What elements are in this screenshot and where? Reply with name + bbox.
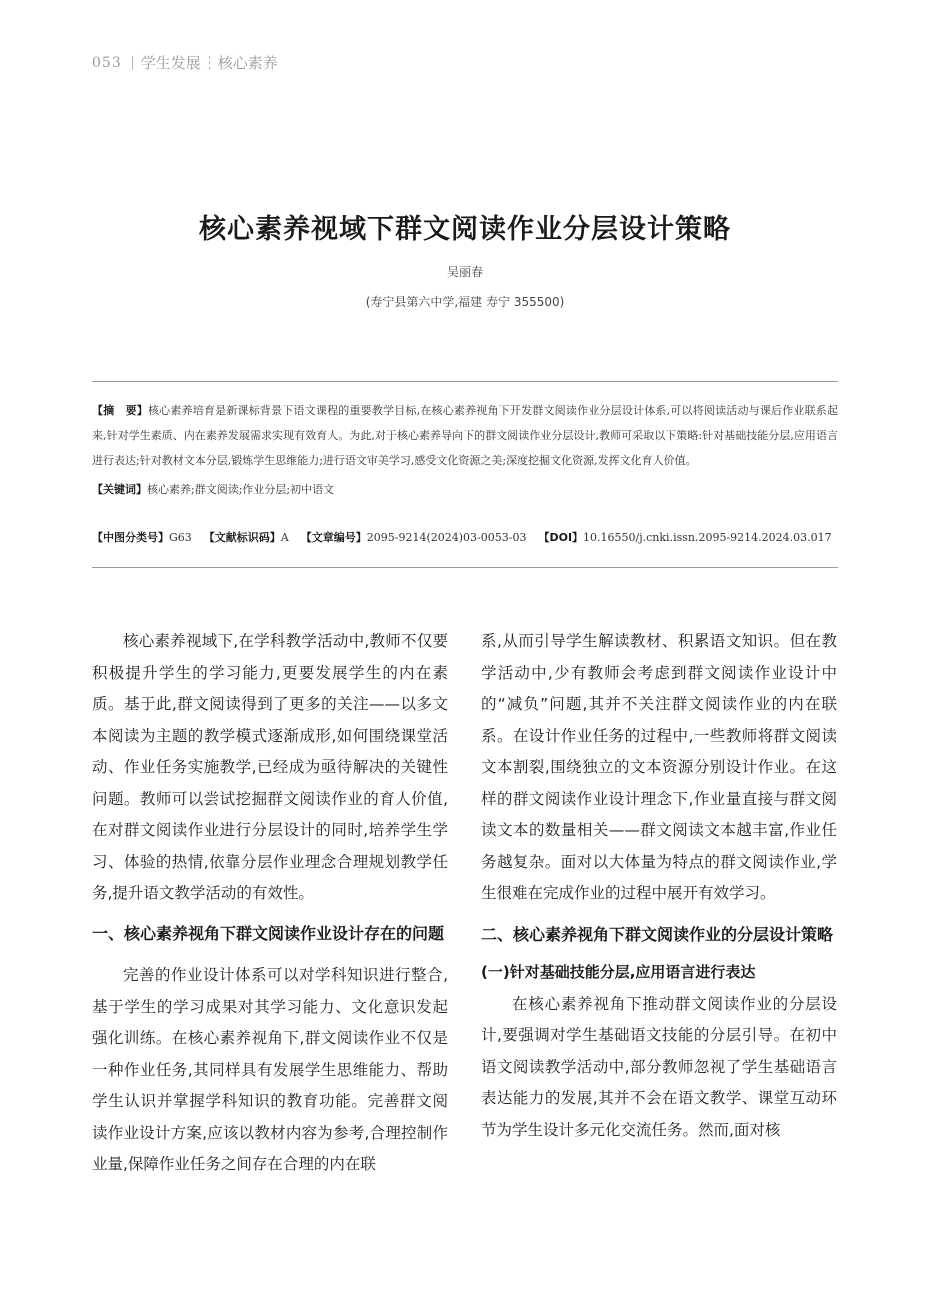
abstract-block xyxy=(92,398,838,502)
article-number-label: 【文章编号】 xyxy=(300,531,367,544)
author-name: 吴丽春 xyxy=(446,265,483,279)
paper-title: 核心素养视域下群文阅读作业分层设计策略 xyxy=(199,214,731,245)
article-number-value: 2095-9214(2024)03-0053-03 xyxy=(366,531,527,544)
running-header xyxy=(92,52,278,73)
doc-code-label: 【文献标识码】 xyxy=(203,531,281,544)
bottom-rule xyxy=(92,567,838,568)
header-section: 学生发展 xyxy=(140,54,201,72)
right-column xyxy=(481,626,837,1146)
author-affiliation: (寿宁县第六中学,福建 寿宁 355500) xyxy=(365,295,565,309)
header-subsection: 核心素养 xyxy=(217,54,278,72)
abstract-label: 【摘 要】 xyxy=(92,404,148,417)
body-paragraph-intro: 核心素养视域下,在学科教学活动中,教师不仅要积极提升学生的学习能力,更要发展学生的内在素质。基于此,群文阅读得到了更多的关注——以多文本阅读为主题的教学模式逐渐成形,如何围绕课堂活动、作业任务实施教学,已经成为亟待解决的关键性问题。教师可以尝试挖掘群文阅读作业的育人价值,在对群文阅读作业进行分层设计的同时,培养学生学习、体验的热情,依靠分层作业理念合理规划教学任务,提升语文教学活动的有效性。 xyxy=(92,632,448,902)
abstract-text: 核心素养培育是新课标背景下语文课程的重要教学目标,在核心素养视角下开发群文阅读作业分层设计体系,可以将阅读活动与课后作业联系起来,针对学生素质、内在素养发展需求实现有效育人。为此,对于核心素养导向下的群文阅读作业分层设计,教师可采取以下策略:针对基础技能分层,应用语言进行表达;针对教材文本分层,锻炼学生思维能力;进行语文审美学习,感受文化资源之美;深度挖掘文化资源,发挥文化育人价值。 xyxy=(92,404,839,467)
clc-label: 【中图分类号】 xyxy=(92,531,169,544)
keywords-text: 核心素养;群文阅读;作业分层;初中语文 xyxy=(147,483,335,496)
page-number: 053 xyxy=(92,54,122,71)
doc-code-value: A xyxy=(280,531,289,544)
doi-value: 10.16550/j.cnki.issn.2095-9214.2024.03.017 xyxy=(583,531,832,544)
doi-label: 【DOI】 xyxy=(538,531,584,544)
left-column xyxy=(92,626,448,1181)
body-paragraph-section1-cont: 系,从而引导学生解读教材、积累语文知识。但在教学活动中,少有教师会考虑到群文阅读作业设计中的“减负”问题,其并不关注群文阅读作业的内在联系。在设计作业任务的过程中,一些教师将群文阅读文本割裂,围绕独立的文本资源分别设计作业。在这样的群文阅读作业设计理念下,作业量直接与群文阅读文本的数量相关——群文阅读文本越丰富,作业任务越复杂。面对以大体量为特点的群文阅读作业,学生很难在完成作业的过程中展开有效学习。 xyxy=(481,632,837,902)
header-dashed-divider xyxy=(209,56,210,70)
body-paragraph-subsection1: 在核心素养视角下推动群文阅读作业的分层设计,要强调对学生基础语文技能的分层引导。在初中语文阅读教学活动中,部分教师忽视了学生基础语言表达能力的发展,其并不会在语文教学、课堂互动环节为学生设计多元化交流任务。然而,面对核 xyxy=(481,994,837,1139)
body-paragraph-section1: 完善的作业设计体系可以对学科知识进行整合,基于学生的学习成果对其学习能力、文化意识发起强化训练。在核心素养视角下,群文阅读作业不仅是一种作业任务,其同样具有发展学生思维能力、帮助学生认识并掌握学科知识的教育功能。完善群文阅读作业设计方案,应该以教材内容为参考,合理控制作业量,保障作业任务之间存在合理的内在联 xyxy=(92,966,448,1173)
subsection-heading-1: (一)针对基础技能分层,应用语言进行表达 xyxy=(481,963,756,981)
header-divider xyxy=(132,56,133,70)
keywords-label: 【关键词】 xyxy=(92,483,147,496)
clc-value: G63 xyxy=(169,531,192,544)
section-heading-2: 二、核心素养视角下群文阅读作业的分层设计策略 xyxy=(481,924,834,944)
top-rule xyxy=(92,381,838,382)
article-meta xyxy=(92,529,852,545)
section-heading-1: 一、核心素养视角下群文阅读作业设计存在的问题 xyxy=(92,923,445,943)
